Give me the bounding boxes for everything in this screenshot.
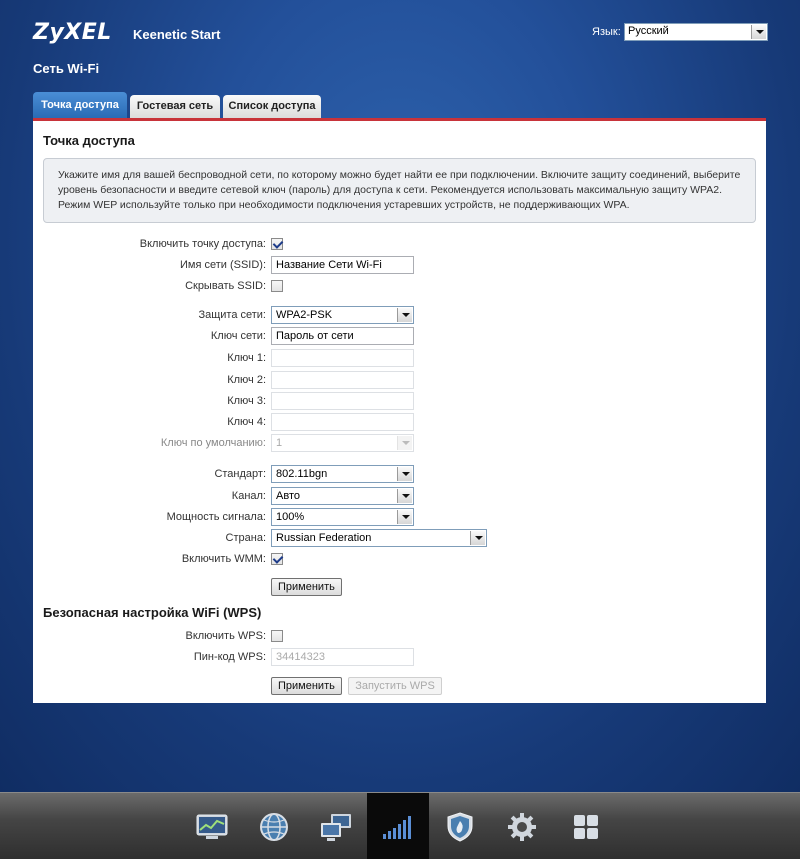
wps-pin-label: Пин-код WPS: <box>193 651 266 663</box>
standard-select[interactable] <box>271 465 414 483</box>
key3-label: Ключ 3: <box>227 395 266 407</box>
row-wmm <box>33 550 766 570</box>
key2-input[interactable] <box>271 371 414 389</box>
globe-icon <box>259 812 289 842</box>
row-channel <box>33 487 766 507</box>
nav-monitor[interactable] <box>181 793 243 859</box>
nav-apps[interactable] <box>555 793 617 859</box>
row-wps-pin <box>33 648 766 668</box>
row-key1 <box>33 349 766 369</box>
channel-label: Канал: <box>231 490 266 502</box>
default-key-value: 1 <box>276 437 283 449</box>
row-default-key <box>33 434 766 454</box>
row-wps-buttons <box>33 677 766 697</box>
hide-ssid-checkbox[interactable] <box>271 280 283 292</box>
product-name: Keenetic Start <box>133 27 221 42</box>
nav-wifi[interactable] <box>367 793 429 859</box>
default-key-select[interactable] <box>271 434 414 452</box>
network-key-label: Ключ сети: <box>210 330 266 342</box>
row-country <box>33 529 766 549</box>
security-label: Защита сети: <box>198 309 266 321</box>
enable-ap-checkbox[interactable] <box>271 238 283 250</box>
country-label: Страна: <box>225 532 266 544</box>
language-select-value: Русский <box>628 25 669 37</box>
enable-ap-label: Включить точку доступа: <box>139 238 266 250</box>
wmm-label: Включить WMM: <box>181 553 266 565</box>
row-key4 <box>33 413 766 433</box>
chevron-down-icon <box>397 489 412 503</box>
security-value: WPA2-PSK <box>276 309 333 321</box>
network-key-input[interactable]: Пароль от сети <box>271 327 414 345</box>
gear-icon <box>507 812 537 842</box>
channel-select[interactable] <box>271 487 414 505</box>
standard-value: 802.11bgn <box>276 468 328 480</box>
key2-label: Ключ 2: <box>227 374 266 386</box>
row-standard <box>33 465 766 485</box>
key1-input[interactable] <box>271 349 414 367</box>
language-select[interactable] <box>624 23 768 41</box>
channel-value: Авто <box>276 490 300 502</box>
tab-access-point[interactable]: Точка доступа <box>33 92 127 118</box>
row-network-key <box>33 327 766 347</box>
chevron-down-icon <box>397 308 412 322</box>
security-select[interactable] <box>271 306 414 324</box>
apply-button[interactable]: Применить <box>271 578 342 596</box>
wps-pin-input[interactable]: 34414323 <box>271 648 414 666</box>
country-value: Russian Federation <box>276 532 372 544</box>
ssid-input[interactable]: Название Сети Wi-Fi <box>271 256 414 274</box>
signal-power-label: Мощность сигнала: <box>166 511 266 523</box>
page-title: Сеть Wi-Fi <box>33 61 100 76</box>
row-wps-enable <box>33 627 766 647</box>
row-enable-ap <box>33 235 766 255</box>
language-label: Язык: <box>592 26 621 38</box>
ssid-label: Имя сети (SSID): <box>179 259 266 271</box>
row-key3 <box>33 392 766 412</box>
zyxel-logo: ZyXEL <box>33 20 112 45</box>
key4-input[interactable] <box>271 413 414 431</box>
info-box: Укажите имя для вашей беспроводной сети, по которому можно будет найти ее при подключении. Включите защиту соединений, выберите уровень безопасности и введите сетевой ключ (пароль) для доступа к сети. Рекомендуется использовать максимальную защиту WPA2. Режим WEP используйте только при необходимости подключения устаревших устройств, не поддерживающих WPA. <box>43 158 756 223</box>
signal-power-select[interactable] <box>271 508 414 526</box>
chevron-down-icon <box>397 467 412 481</box>
wifi-signal-icon <box>382 814 414 840</box>
nav-home-network[interactable] <box>305 793 367 859</box>
wps-apply-button[interactable]: Применить <box>271 677 342 695</box>
row-signal-power <box>33 508 766 528</box>
standard-label: Стандарт: <box>214 468 266 480</box>
hide-ssid-label: Скрывать SSID: <box>185 280 266 292</box>
tab-guest-network[interactable]: Гостевая сеть <box>130 95 220 118</box>
home-network-icon <box>319 812 353 842</box>
chevron-down-icon <box>470 531 485 545</box>
country-select[interactable] <box>271 529 487 547</box>
nav-internet[interactable] <box>243 793 305 859</box>
signal-power-value: 100% <box>276 511 305 523</box>
row-security <box>33 306 766 326</box>
wps-section-title: Безопасная настройка WiFi (WPS) <box>43 605 262 620</box>
wps-enable-checkbox[interactable] <box>271 630 283 642</box>
monitor-chart-icon <box>196 813 228 841</box>
access-point-panel <box>33 118 766 703</box>
row-key2 <box>33 371 766 391</box>
wmm-checkbox[interactable] <box>271 553 283 565</box>
bottom-nav-bar <box>0 792 800 859</box>
key3-input[interactable] <box>271 392 414 410</box>
tab-access-list[interactable]: Список доступа <box>223 95 321 118</box>
key4-label: Ключ 4: <box>227 416 266 428</box>
chevron-down-icon <box>751 25 766 39</box>
chevron-down-icon <box>397 510 412 524</box>
row-ssid <box>33 256 766 276</box>
key1-label: Ключ 1: <box>227 352 266 364</box>
shield-icon <box>446 812 474 842</box>
chevron-down-icon <box>397 436 412 450</box>
row-hide-ssid <box>33 277 766 297</box>
apps-grid-icon <box>572 813 600 841</box>
start-wps-button[interactable]: Запустить WPS <box>348 677 442 695</box>
wps-enable-label: Включить WPS: <box>185 630 266 642</box>
default-key-label: Ключ по умолчанию: <box>160 437 266 449</box>
panel-title: Точка доступа <box>43 133 135 148</box>
header <box>0 0 800 90</box>
nav-system[interactable] <box>491 793 553 859</box>
nav-security[interactable] <box>429 793 491 859</box>
row-apply <box>33 578 766 598</box>
